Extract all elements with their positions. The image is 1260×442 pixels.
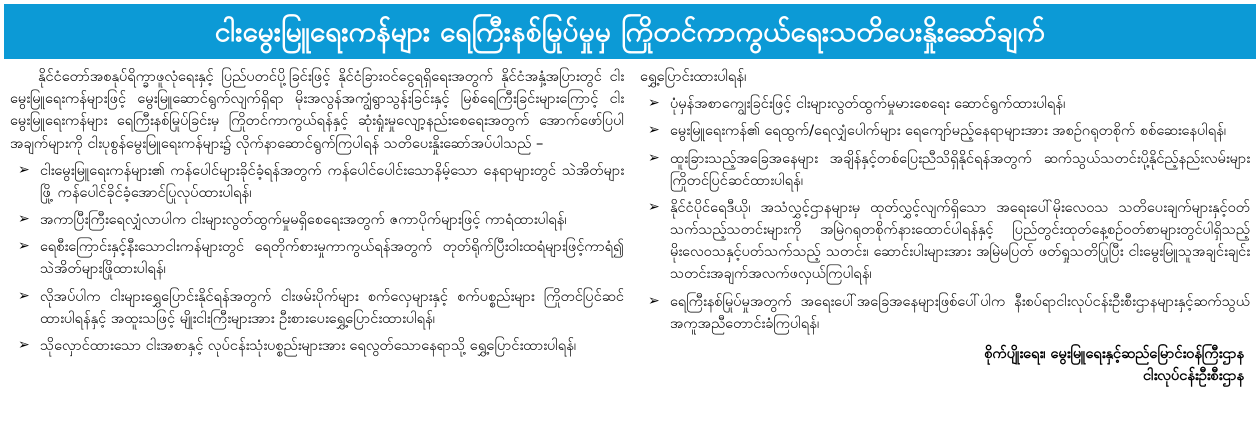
bullet-arrow-icon: ➢ <box>648 198 660 215</box>
list-item-text: မွေးမြူရေးကန်၏ ရေထွက်/ရေလျှံပေါက်များ ရေကျော်မည့်နေရာများအား အစဉ်ဂရုတစိုက် စစ်ဆေးနေပါရန်၊ <box>670 122 1227 140</box>
bullet-arrow-icon: ➢ <box>648 95 660 112</box>
bullet-arrow-icon: ➢ <box>18 287 30 304</box>
bullet-arrow-icon: ➢ <box>18 238 30 255</box>
right-column <box>634 62 1256 438</box>
list-item <box>640 197 1250 286</box>
list-item <box>640 291 1250 335</box>
list-item-text: လိုအပ်ပါက ငါးများရွှေပြောင်းနိုင်ရန်အတွက် ငါးဖမ်းပိုက်များ စက်လှေများနှင့် စက်ပစ္စည်းများ ကြိုတင်ပြင်ဆင်ထားပါရန်နှင့် အထူးသဖြင့် မျိုးငါးကြီးများအား ဦးစားပေးရွှေ့ပြောင်းထားပါရန်၊ <box>40 287 624 327</box>
list-item <box>10 286 624 330</box>
bullet-arrow-icon: ➢ <box>648 149 660 166</box>
bullet-arrow-icon: ➢ <box>648 122 660 139</box>
bullet-arrow-icon: ➢ <box>648 292 660 309</box>
document-body <box>4 62 1256 438</box>
list-item-text: ငါးမွေးမြူရေးကန်များ၏ ကန်ပေါင်များခိုင်ခံ့ရန်အတွက် ကန်ပေါင်ပေါင်းသောနိမ့်သော နေရာများတွင် သဲအိတ်များဖြို့ ကန်ပေါင်ခိုင်ခံ့အောင်ပြုလုပ်ထားပါရန်၊ <box>40 161 624 201</box>
signature-block <box>640 343 1250 387</box>
signature-department: ငါးလုပ်ငန်းဦးစီးဌာန <box>1142 366 1244 384</box>
bullet-arrow-icon: ➢ <box>18 161 30 178</box>
list-item-text: ရေကြီးနစ်မြုပ်မှုအတွက် အရေးပေါ်အခြေအနေများဖြစ်ပေါ်ပါက နီးစပ်ရာငါးလုပ်ငန်းဦးစီးဌာနများနှင့်ဆက်သွယ်အကူအညီတောင်းခံကြပါရန်၊ <box>670 292 1250 332</box>
list-item <box>10 160 624 204</box>
left-column <box>4 62 634 438</box>
list-item-text: သိုလှောင်ထားသော ငါးအစာနှင့် လုပ်ငန်းသုံးပစ္စည်းများအား ရေလွတ်သောနေရာသို့ ရွှေ့ပြောင်းထားပါရန်၊ <box>40 336 577 354</box>
list-item-text: ပုံမှန်အစာကျွေးခြင်းဖြင့် ငါးများလွတ်ထွက်မှုမားစေရေး ဆောင်ရွက်ထားပါရန်၊ <box>670 95 1066 113</box>
bullet-arrow-icon: ➢ <box>18 211 30 228</box>
bullet-arrow-icon: ➢ <box>18 336 30 353</box>
list-item-text: အကာပြီးကြီးရေလျှံလာပါက ငါးများလွတ်ထွက်မှုမရှိစေရေးအတွက် ဇကာပိုက်များဖြင့် ကာရံထားပါရန်၊ <box>40 211 567 229</box>
list-item <box>640 148 1250 192</box>
list-item <box>10 335 624 357</box>
list-item-text: နိုင်ငံပိုင်ရေဒီယို၊ အသံလွှင့်ဌာနများမှ ထုတ်လွှင့်လျက်ရှိသော အရေးပေါ်မိုးလေဝသ သတိပေးချက်များနှင့်ဝတ်သက်သည့်သတင်းများကို အမြဲဂရုတစိုက်နားထောင်ပါရန်နှင့် ပြည်တွင်းထုတ်နေ့စဉ်ဝတ်စာများတွင်ပါရှိသည့် မိုးလေဝသနှင့်ပတ်သက်သည့် သတင်း၊ ဆောင်းပါးများအား အမြဲမပြတ် ဖတ်ရှုသတိပြုပြီး ငါးမွေးမြူသူအချင်းချင်း သတင်းအချက်အလက်ဖလှယ်ကြပါရန်၊ <box>670 198 1250 283</box>
list-item-text: ထူးခြားသည့်အခြေအနေများ အချိန်နှင့်တစ်ပြေးညီသိရှိနိုင်ရန်အတွက် ဆက်သွယ်သတင်းပို့နိုင်ည့်နည်းလမ်းများ ကြိုတင်ပြင်ဆင်ထားပါရန်၊ <box>670 149 1250 189</box>
list-item <box>640 120 1250 142</box>
continuation-text: ရွှေ့ပြောင်းထားပါရန်၊ <box>640 68 747 85</box>
header-banner <box>4 4 1256 59</box>
list-item <box>640 93 1250 115</box>
list-item <box>10 209 624 231</box>
intro-paragraph: နိုင်ငံတော်အစနုပ်ရိက္ခာဖူလုံရေးနှင့် ပြည်ပတင်ပို့ခြင်းဖြင့် နိုင်ငံခြားဝင်ငွေရရှိရေးအတွက် နိုင်ငံအနှံ့အပြားတွင် ငါးမွေးမြူရေးကန်များဖြင့် မွေးမြူဆောင်ရွက်လျက်ရှိရာ မိုးအလွန်အကျွံရွာသွန်းခြင်းနှင့် မြစ်ရေကြီးခြင်းများကြောင့် ငါးမွေးမြူရေးကန်များ ရေကြီးနစ်မြုပ်ခြင်းမှ ကြိုတင်ကာကွယ်ရန်နှင့် ဆုံးရှုံးမှုလျော့နည်းစေရေးအတွက် အောက်ဖော်ပြပါအချက်များကို ငါးပုစွန်မွေးမြူရေးကန်များ၌ လိုက်နာဆောင်ရွက်ကြပါရန် သတိပေးနှိုးဆော်အပ်ပါသည် – <box>10 68 624 152</box>
list-item <box>10 236 624 280</box>
signature-ministry: စိုက်ပျိုးရေး၊ မွေးမြူရေးနှင့်ဆည်မြောင်းဝန်ကြီးဌာန <box>984 344 1244 362</box>
list-item-text: ရေစီးကြောင်းနှင့်နီးသောငါးကန်များတွင် ရေတိုက်စားမှုကာကွယ်ရန်အတွက် တုတ်ရိုက်ပြီးဝါးထရံများဖြင့်ကာရံ၍ သဲအိတ်များဖြိုထားပါရန်၊ <box>40 238 624 278</box>
page-title: ငါးမွေးမြူရေးကန်များ ရေကြီးနစ်မြုပ်မှုမှ ကြိုတင်ကာကွယ်ရေးသတိပေးနှိုးဆော်ချက် <box>214 15 1046 48</box>
